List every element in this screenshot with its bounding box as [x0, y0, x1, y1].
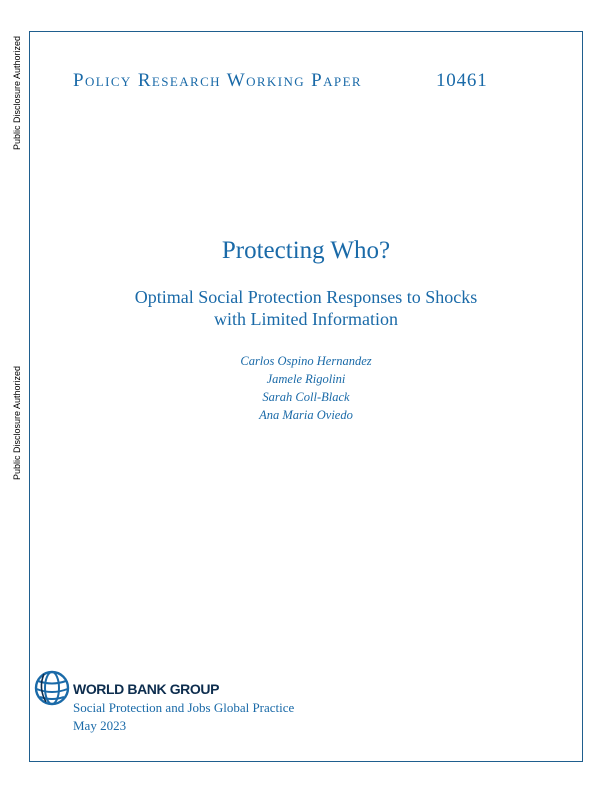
paper-subtitle-line1: Optimal Social Protection Responses to Shocks	[134, 287, 478, 307]
author-name: Carlos Ospino Hernandez	[240, 354, 372, 368]
series-name: Policy Research Working Paper	[73, 70, 362, 91]
author-list	[0, 352, 612, 424]
author-name: Ana Maria Oviedo	[259, 408, 353, 422]
paper-number: 10461	[436, 70, 488, 91]
disclosure-label-upper: Public Disclosure Authorized	[12, 35, 22, 150]
paper-title: Protecting Who?	[221, 237, 391, 264]
author-name: Jamele Rigolini	[266, 372, 346, 386]
series-header	[73, 70, 493, 92]
disclosure-label-lower: Public Disclosure Authorized	[12, 365, 22, 480]
publication-date: May 2023	[73, 718, 127, 733]
world-bank-globe-icon	[34, 670, 70, 706]
org-name: WORLD BANK GROUP	[73, 681, 220, 697]
global-practice: Social Protection and Jobs Global Practice	[73, 700, 295, 715]
author-name: Sarah Coll-Black	[262, 390, 350, 404]
paper-subtitle-line2: with Limited Information	[214, 309, 398, 329]
